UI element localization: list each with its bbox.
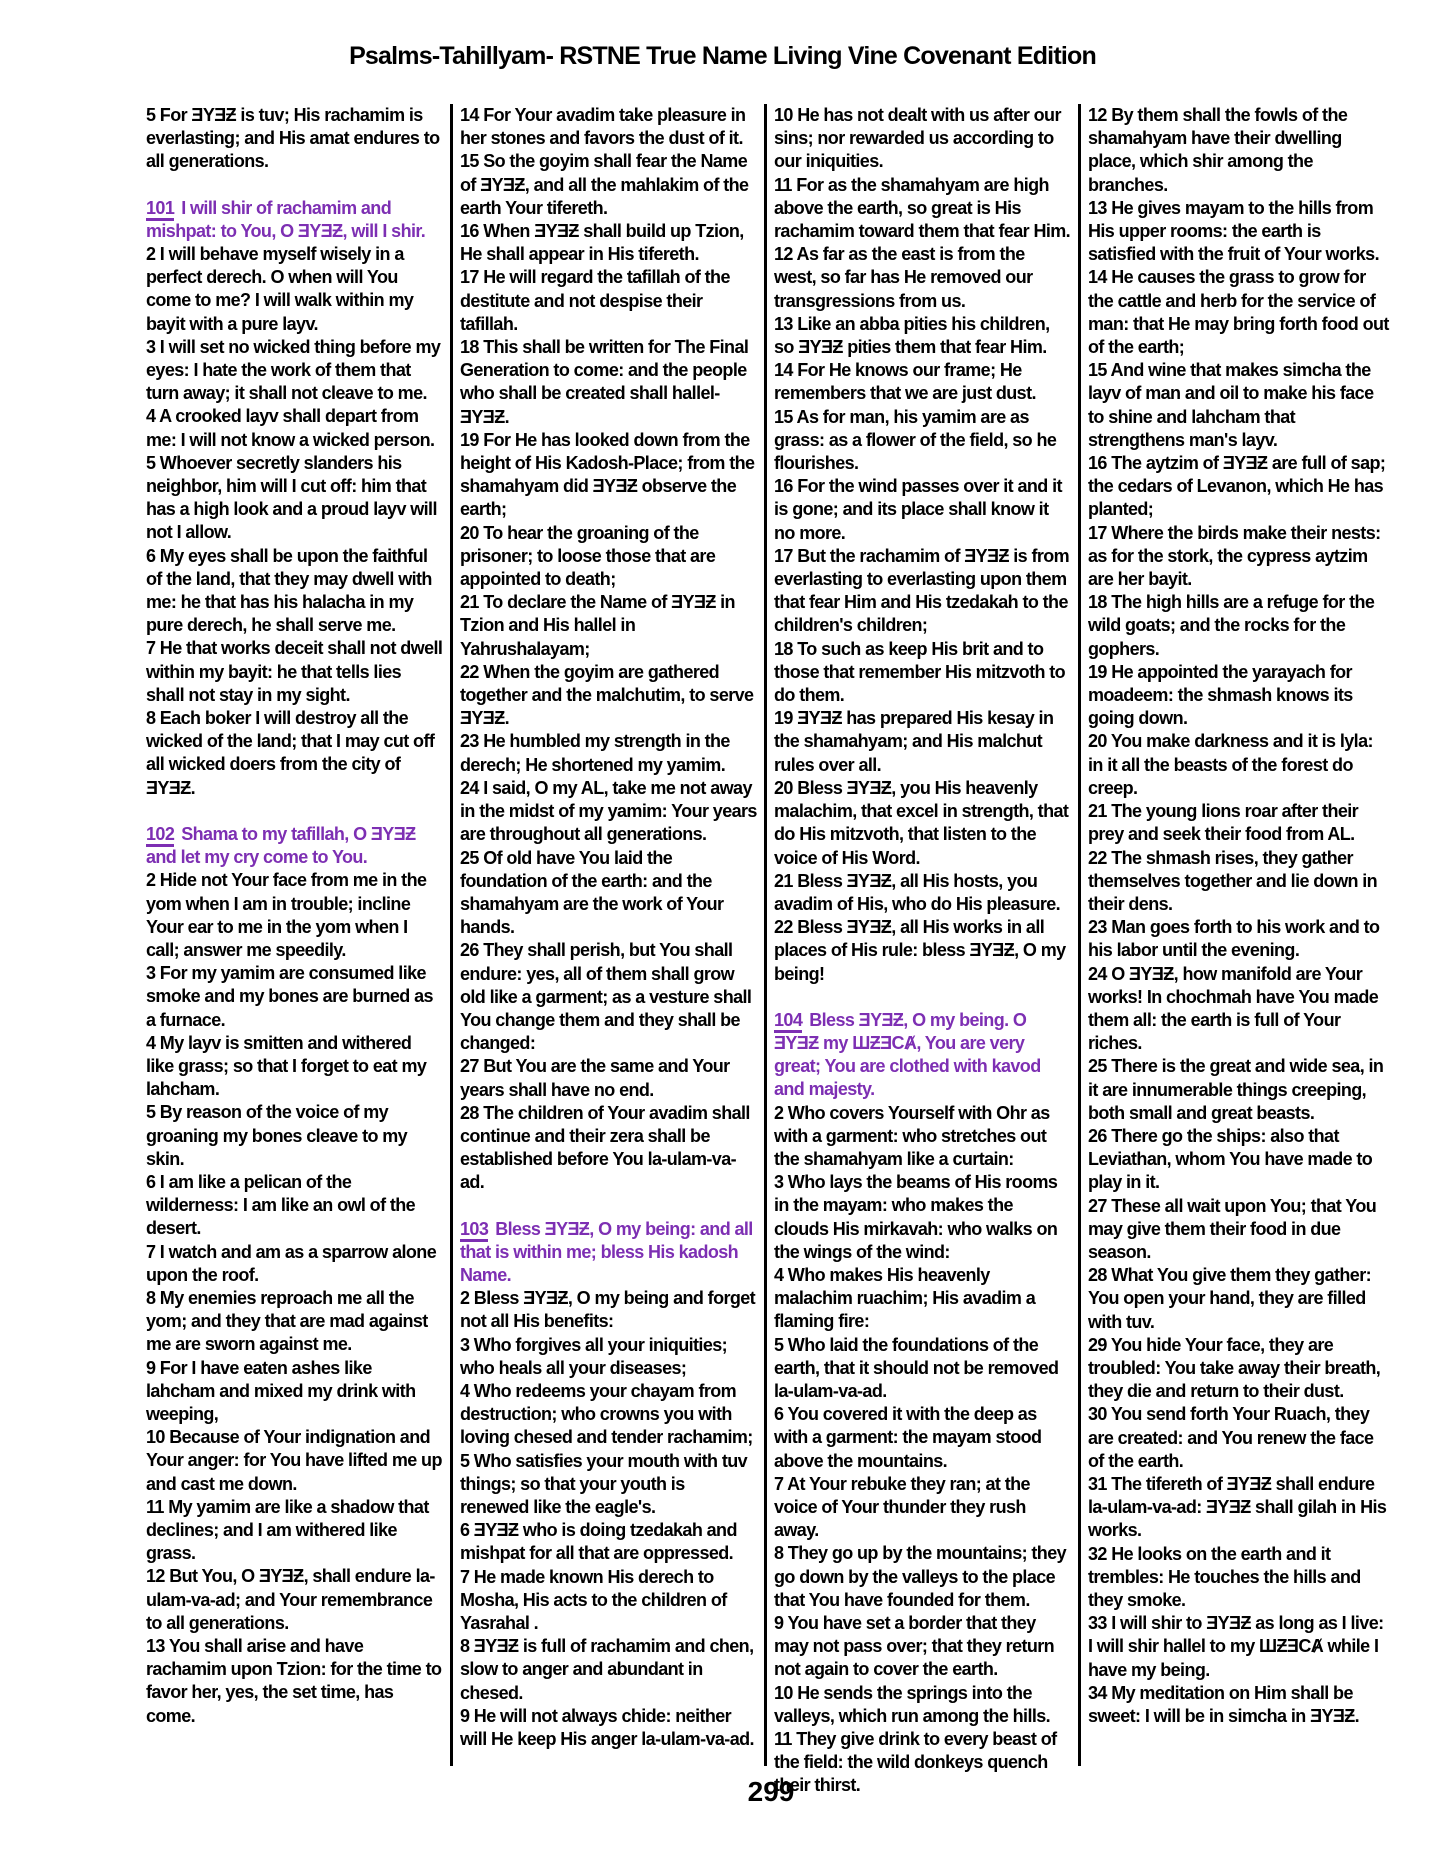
verse: 6 You covered it with the deep as with a garment: the mayam stood above the mountains. (774, 1404, 1042, 1471)
verse: 10 He sends the springs into the valleys, which run among the hills. (774, 1682, 1051, 1726)
verse: 10 He has not dealt with us after our sins; nor rewarded us according to our iniquities. (774, 105, 1061, 172)
verse: 31 The tifereth of ƎYƎƵ shall endure la-ulam-va-ad: ƎYƎƵ shall gilah in His works. (1088, 1473, 1387, 1541)
verse: 6 I am like a pelican of the wilderness: I am like an owl of the desert. (146, 1171, 416, 1239)
verse: 32 He looks on the earth and it trembles: He touches the hills and they smoke. (1088, 1543, 1361, 1610)
verse: 5 Whoever secretly slanders his neighbor, him will I cut off: him that has a high look and a proud layv will not I allow. (146, 452, 437, 543)
verse: 15 And wine that makes simcha the layv of man and oil to make his face to shine and lahcham that strengthens man's layv. (1088, 360, 1374, 450)
verse: 20 To hear the groaning of the prisoner; to loose those that are appointed to death; (460, 522, 716, 590)
verse: 7 He made known His derech to Mosha, His acts to the children of Yasrahal . (460, 1566, 727, 1633)
verse: 11 For as the shamahyam are high above the earth, so great is His rachamim toward them that fear Him. (774, 174, 1071, 242)
psalm-heading (774, 1009, 1071, 1102)
verse: 34 My meditation on Him shall be sweet: I will be in simcha in ƎYƎƵ. (1088, 1682, 1360, 1727)
verse: 14 For He knows our frame; He remembers that we are just dust. (774, 360, 1036, 404)
verse: 16 When ƎYƎƵ shall build up Tzion, He shall appear in His tifereth. (460, 221, 744, 265)
verse: 29 You hide Your face, they are troubled: You take away their breath, they die and return to their dust. (1088, 1334, 1381, 1402)
paragraph-spacer (146, 800, 443, 823)
verse: 2 Hide not Your face from me in the yom when I am in trouble; incline Your ear to me in the yom when I call; answer me speedily. (146, 870, 427, 960)
text-column (774, 104, 1081, 1796)
verse: 10 Because of Your indignation and Your anger: for You have lifted me up and cast me down. (146, 1427, 442, 1494)
verse: 9 He will not always chide: neither will He keep His anger la-ulam-va-ad. (460, 1705, 754, 1750)
verse: 17 But the rachamim of ƎYƎƵ is from everlasting to everlasting upon them that fear Him and His tzedakah to the children's children; (774, 545, 1070, 636)
psalm-heading (146, 823, 443, 869)
verse: 5 Who satisfies your mouth with tuv things; so that your youth is renewed like the eagle's. (460, 1450, 748, 1517)
verse: 9 For I have eaten ashes like lahcham and mixed my drink with weeping, (146, 1357, 416, 1424)
verse: 13 You shall arise and have rachamim upon Tzion: for the time to favor her, yes, the set time, has come. (146, 1636, 442, 1726)
psalm-number: 103 (460, 1219, 488, 1242)
verse: 26 They shall perish, but You shall endure: yes, all of them shall grow old like a garment; as a vesture shall You change them and they shall be changed: (460, 940, 752, 1054)
verse: 8 They go up by the mountains; they go down by the valleys to the place that You have founded for them. (774, 1543, 1067, 1610)
psalm-heading-text: Bless ƎYƎƵ, O my being: and all that is within me; bless His kadosh Name. (460, 1218, 753, 1285)
verse: 6 ƎYƎƵ who is doing tzedakah and mishpat for all that are oppressed. (460, 1520, 737, 1564)
verse: 27 These all wait upon You; that You may give them their food in due season. (1088, 1195, 1377, 1262)
verse: 2 Who covers Yourself with Ohr as with a garment: who stretches out the shamahyam like a curtain: (774, 1102, 1050, 1169)
verse: 4 My layv is smitten and withered like grass; so that I forget to eat my lahcham. (146, 1032, 427, 1100)
verse: 19 ƎYƎƵ has prepared His kesay in the shamahyam; and His malchut rules over all. (774, 708, 1054, 775)
verse: 11 My yamim are like a shadow that declines; and I am withered like grass. (146, 1496, 429, 1564)
verse: 30 You send forth Your Ruach, they are created: and You renew the face of the earth. (1088, 1404, 1374, 1471)
psalm-heading-text: I will shir of rachamim and mishpat: to You, O ƎYƎƵ, will I shir. (146, 197, 426, 241)
psalm-number: 104 (774, 1010, 802, 1033)
verse: 33 I will shir to ƎYƎƵ as long as I live: I will shir hallel to my ШƵƎCȺ while I have my being. (1088, 1613, 1384, 1680)
verse: 3 Who lays the beams of His rooms in the mayam: who makes the clouds His mirkavah: who walks on the wings of the wind: (774, 1172, 1058, 1262)
text-column (1088, 104, 1390, 1766)
paragraph-spacer (146, 174, 443, 197)
psalm-number: 101 (146, 198, 174, 221)
verse: 12 But You, O ƎYƎƵ, shall endure la-ulam-va-ad; and Your remembrance to all generations. (146, 1566, 435, 1633)
verse: 27 But You are the same and Your years shall have no end. (460, 1056, 730, 1100)
verse: 8 ƎYƎƵ is full of rachamim and chen, slow to anger and abundant in chesed. (460, 1636, 754, 1703)
verse: 15 So the goyim shall fear the Name of ƎYƎƵ, and all the mahlakim of the earth Your tifereth. (460, 151, 749, 218)
verse: 14 He causes the grass to grow for the cattle and herb for the service of man: that He may bring forth food out of the earth; (1088, 267, 1389, 358)
psalm-heading-text: Shama to my tafillah, O ƎYƎƵ and let my cry come to You. (146, 823, 416, 868)
verse: 19 He appointed the yarayach for moadeem: the shmash knows its going down. (1088, 661, 1353, 729)
verse: 25 There is the great and wide sea, in it are innumerable things creeping, both small and great beasts. (1088, 1056, 1384, 1123)
verse: 3 Who forgives all your iniquities; who heals all your diseases; (460, 1334, 728, 1378)
verse: 13 He gives mayam to the hills from His upper rooms: the earth is satisfied with the fruit of Your works. (1088, 197, 1379, 265)
verse: 13 Like an abba pities his children, so ƎYƎƵ pities them that fear Him. (774, 313, 1050, 358)
verse: 24 O ƎYƎƵ, how manifold are Your works! In chochmah have You made them all: the earth is full of Your riches. (1088, 963, 1379, 1054)
verse: 28 What You give them they gather: You open your hand, they are filled with tuv. (1088, 1265, 1371, 1332)
verse: 7 I watch and am as a sparrow alone upon the roof. (146, 1241, 437, 1285)
paragraph-spacer (774, 986, 1071, 1009)
verse: 2 I will behave myself wisely in a perfect derech. O when will You come to me? I will walk within my bayit with a pure layv. (146, 244, 414, 334)
verse: 18 The high hills are a refuge for the wild goats; and the rocks for the gophers. (1088, 592, 1375, 659)
text-column (460, 104, 767, 1766)
verse: 18 This shall be written for The Final Generation to come: and the people who shall be created shall hallel-ƎYƎƵ. (460, 337, 749, 427)
verse: 6 My eyes shall be upon the faithful of the land, that they may dwell with me: he that has his halacha in my pure derech, he shall serve me. (146, 545, 432, 636)
verse: 9 You have set a border that they may not pass over; that they return not again to cover the earth. (774, 1613, 1055, 1680)
verse: 16 For the wind passes over it and it is gone; and its place shall know it no more. (774, 476, 1062, 543)
verse: 20 You make darkness and it is lyla: in it all the beasts of the forest do creep. (1088, 731, 1373, 798)
verse: 19 For He has looked down from the height of His Kadosh-Place; from the shamahyam did ƎYƎƵ observe the earth; (460, 429, 755, 520)
verse: 4 Who makes His heavenly malachim ruachim; His avadim a flaming fire: (774, 1264, 1036, 1332)
verse: 21 To declare the Name of ƎYƎƵ in Tzion and His hallel in Yahrushalayam; (460, 592, 735, 659)
verse: 21 Bless ƎYƎƵ, all His hosts, you avadim of His, who do His pleasure. (774, 870, 1061, 914)
verse: 8 Each boker I will destroy all the wicked of the land; that I may cut off all wicked doers from the city of ƎYƎƵ. (146, 708, 435, 798)
verse: 21 The young lions roar after their prey and seek their food from AL. (1088, 801, 1359, 845)
verse: 28 The children of Your avadim shall continue and their zera shall be established before You la-ulam-va-ad. (460, 1102, 750, 1193)
verse: 11 They give drink to every beast of the field: the wild donkeys quench their thirst. (774, 1729, 1057, 1796)
page-title: Psalms-Tahillyam- RSTNE True Name Living Vine Covenant Edition (349, 42, 1096, 70)
verse: 20 Bless ƎYƎƵ, you His heavenly malachim, that excel in strength, that do His mitzvoth, that listen to the voice of His Word. (774, 777, 1069, 868)
verse: 22 The shmash rises, they gather themselves together and lie down in their dens. (1088, 847, 1378, 914)
verse: 23 He humbled my strength in the derech; He shortened my yamim. (460, 731, 730, 775)
verse: 12 As far as the east is from the west, so far has He removed our transgressions from us. (774, 244, 1033, 311)
paragraph-spacer (460, 1195, 757, 1218)
verse: 24 I said, O my AL, take me not away in the midst of my yamim: Your years are throughout all generations. (460, 777, 757, 845)
verse: 7 He that works deceit shall not dwell within my bayit: he that tells lies shall not stay in my sight. (146, 638, 443, 705)
page-number: 299 (747, 1776, 795, 1807)
verse: 25 Of old have You laid the foundation of the earth: and the shamahyam are the work of Your hands. (460, 847, 724, 938)
verse: 4 A crooked layv shall depart from me: I will not know a wicked person. (146, 406, 435, 450)
verse: 5 Who laid the foundations of the earth, that it should not be removed la-ulam-va-ad. (774, 1334, 1059, 1401)
verse: 7 At Your rebuke they ran; at the voice of Your thunder they rush away. (774, 1473, 1030, 1541)
verse: 14 For Your avadim take pleasure in her stones and favors the dust of it. (460, 105, 746, 149)
verse: 4 Who redeems your chayam from destruction; who crowns you with loving chesed and tender rachamim; (460, 1380, 753, 1448)
verse: 3 For my yamim are consumed like smoke and my bones are burned as a furnace. (146, 963, 433, 1030)
psalm-heading (460, 1218, 757, 1288)
verse: 22 When the goyim are gathered together and the malchutim, to serve ƎYƎƵ. (460, 661, 754, 729)
verse: 3 I will set no wicked thing before my eyes: I hate the work of them that turn away; it shall not cleave to me. (146, 336, 441, 404)
verse: 5 For ƎYƎƵ is tuv; His rachamim is everlasting; and His amat endures to all generations. (146, 105, 440, 172)
verse: 26 There go the ships: also that Leviathan, whom You have made to play in it. (1088, 1125, 1373, 1193)
psalm-heading (146, 197, 443, 243)
verse: 17 Where the birds make their nests: as for the stork, the cypress aytzim are her bayit. (1088, 522, 1381, 590)
verse: 17 He will regard the tafillah of the destitute and not despise their tafillah. (460, 267, 730, 334)
verse: 23 Man goes forth to his work and to his labor until the evening. (1088, 917, 1380, 961)
verse: 12 By them shall the fowls of the shamahyam have their dwelling place, which shir among the branches. (1088, 105, 1348, 195)
psalm-number: 102 (146, 824, 174, 847)
verse: 22 Bless ƎYƎƵ, all His works in all places of His rule: bless ƎYƎƵ, O my being! (774, 917, 1066, 984)
verse: 18 To such as keep His brit and to those that remember His mitzvoth to do them. (774, 638, 1066, 706)
text-column (146, 104, 453, 1766)
verse: 15 As for man, his yamim are as grass: as a flower of the field, so he flourishes. (774, 406, 1057, 474)
verse: 16 The aytzim of ƎYƎƵ are full of sap; the cedars of Levanon, which He has planted; (1088, 453, 1386, 520)
verse: 2 Bless ƎYƎƵ, O my being and forget not all His benefits: (460, 1288, 756, 1332)
verse: 5 By reason of the voice of my groaning my bones cleave to my skin. (146, 1102, 408, 1169)
verse: 8 My enemies reproach me all the yom; and they that are mad against me are sworn against me. (146, 1287, 428, 1355)
psalm-heading-text: Bless ƎYƎƵ, O my being. O ƎYƎƵ my ШƵƎCȺ, You are very great; You are clothed with kavod and majesty. (774, 1009, 1041, 1100)
